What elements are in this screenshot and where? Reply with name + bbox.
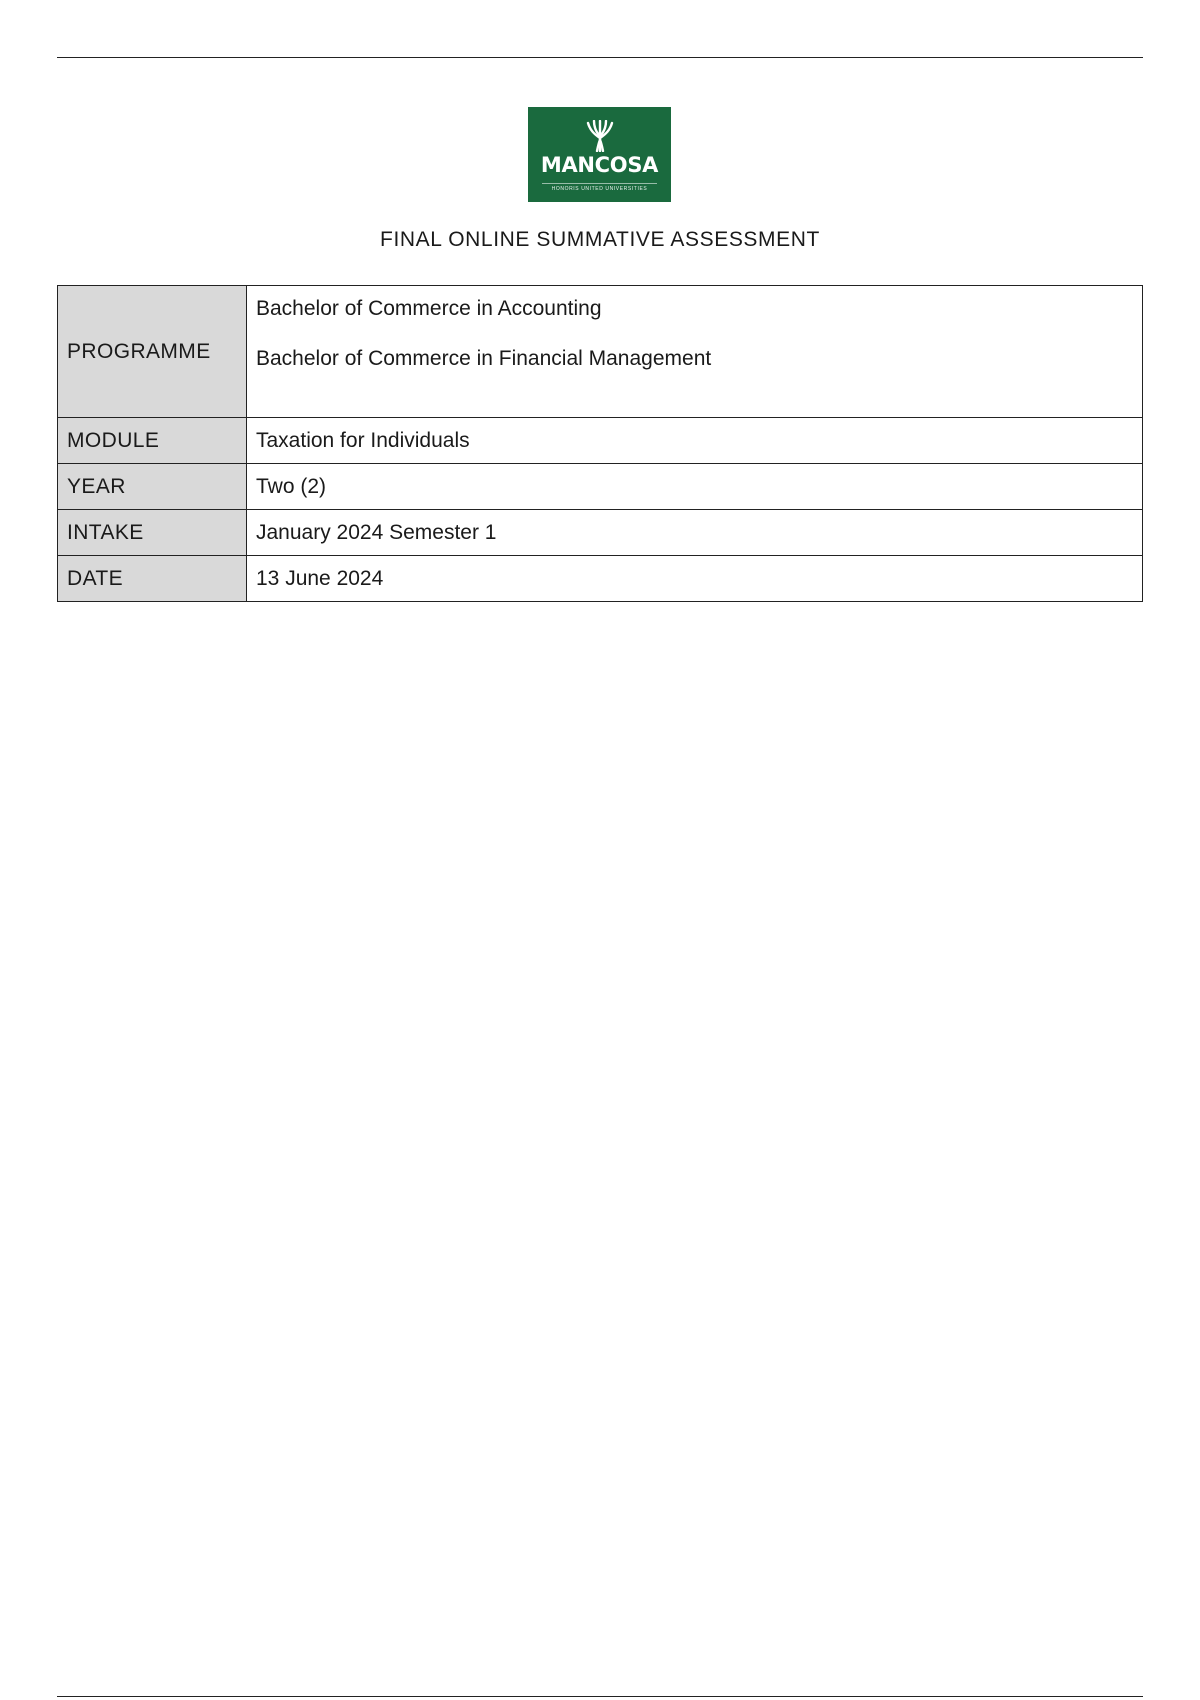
programme-label: PROGRAMME xyxy=(58,286,247,418)
module-value: Taxation for Individuals xyxy=(247,418,1143,464)
logo-divider xyxy=(542,183,657,184)
year-value: Two (2) xyxy=(247,464,1143,510)
top-rule xyxy=(57,57,1143,58)
table-row-date xyxy=(58,556,1143,602)
assessment-details-table xyxy=(57,285,1143,602)
programme-values xyxy=(247,286,1143,418)
table-row-year xyxy=(58,464,1143,510)
logo-wordmark: MANCOSA xyxy=(540,153,659,177)
logo-tagline: HONORIS UNITED UNIVERSITIES xyxy=(551,186,648,192)
programme-value-1: Bachelor of Commerce in Accounting xyxy=(256,297,602,320)
intake-value: January 2024 Semester 1 xyxy=(247,510,1143,556)
table-row-module xyxy=(58,418,1143,464)
date-label: DATE xyxy=(58,556,247,602)
tree-icon xyxy=(580,120,620,152)
intake-label: INTAKE xyxy=(58,510,247,556)
bottom-rule xyxy=(57,1696,1143,1697)
year-label: YEAR xyxy=(58,464,247,510)
document-title: FINAL ONLINE SUMMATIVE ASSESSMENT xyxy=(380,228,820,251)
module-label: MODULE xyxy=(58,418,247,464)
mancosa-logo xyxy=(528,107,671,202)
table-row-intake xyxy=(58,510,1143,556)
programme-value-2: Bachelor of Commerce in Financial Management xyxy=(256,347,712,370)
date-value: 13 June 2024 xyxy=(247,556,1143,602)
table-row-programme xyxy=(58,286,1143,418)
